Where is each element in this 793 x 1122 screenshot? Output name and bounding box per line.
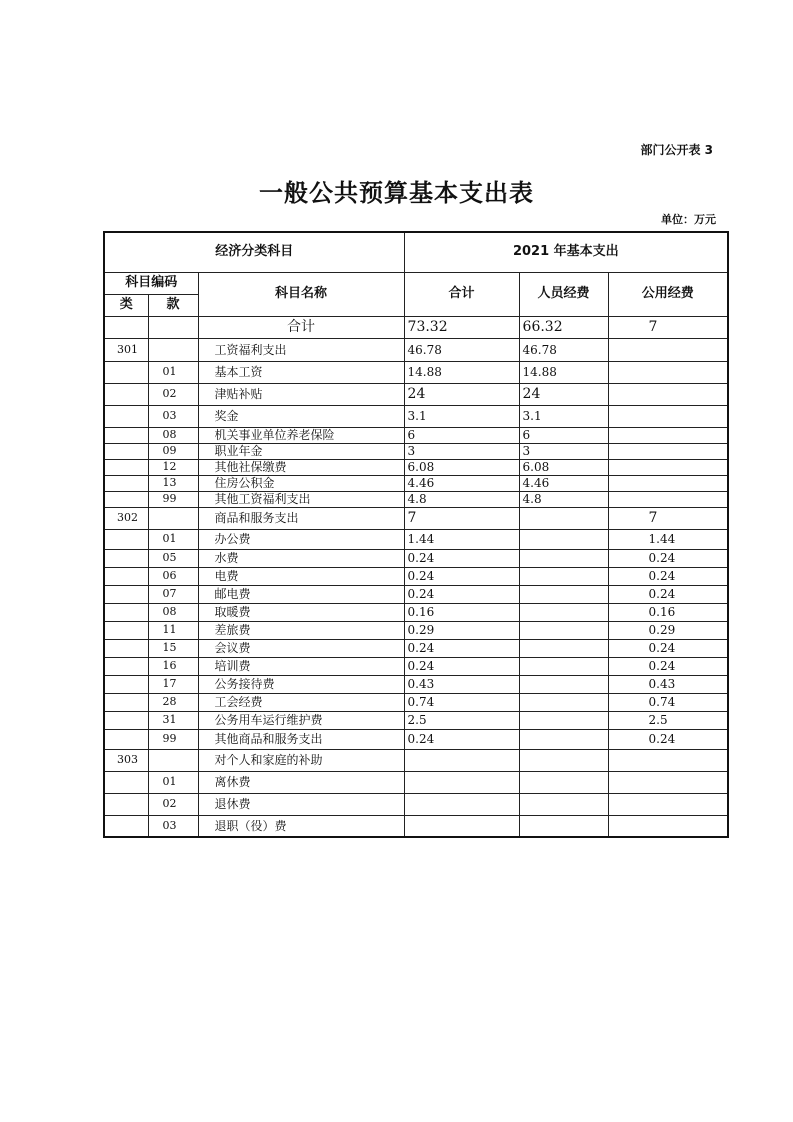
row-personnel: 4.46: [519, 475, 608, 491]
row-name: 取暖费: [198, 603, 404, 621]
row-item-code: 06: [148, 567, 198, 585]
row-personnel: [519, 793, 608, 815]
table-row: [104, 361, 728, 383]
row-name: 电费: [198, 567, 404, 585]
row-class-code: [104, 459, 148, 475]
row-personnel: 3.1: [519, 405, 608, 427]
row-total: 3.1: [404, 405, 519, 427]
header-class: 类: [104, 294, 148, 316]
row-public: [608, 338, 728, 361]
row-total: [404, 749, 519, 771]
total-total: 73.32: [404, 316, 519, 338]
row-item-code: 08: [148, 427, 198, 443]
total-item: [148, 316, 198, 338]
row-item-code: 28: [148, 693, 198, 711]
row-name: 商品和服务支出: [198, 507, 404, 529]
row-item-code: 01: [148, 529, 198, 549]
row-class-code: 302: [104, 507, 148, 529]
row-class-code: [104, 405, 148, 427]
row-item-code: [148, 507, 198, 529]
row-total: 7: [404, 507, 519, 529]
row-item-code: 15: [148, 639, 198, 657]
header-row-2: [104, 272, 728, 294]
row-item-code: 05: [148, 549, 198, 567]
row-name: 机关事业单位养老保险: [198, 427, 404, 443]
row-class-code: [104, 567, 148, 585]
row-class-code: [104, 585, 148, 603]
table-row: [104, 383, 728, 405]
row-public: 0.74: [608, 693, 728, 711]
row-name: 会议费: [198, 639, 404, 657]
row-total: 0.24: [404, 549, 519, 567]
table-row: [104, 675, 728, 693]
header-public: 公用经费: [608, 272, 728, 316]
row-name: 工资福利支出: [198, 338, 404, 361]
row-name: 津贴补贴: [198, 383, 404, 405]
row-public: [608, 749, 728, 771]
table-row: [104, 657, 728, 675]
row-item-code: 01: [148, 771, 198, 793]
row-name: 基本工资: [198, 361, 404, 383]
row-personnel: 6.08: [519, 459, 608, 475]
row-name: 职业年金: [198, 443, 404, 459]
row-total: 0.29: [404, 621, 519, 639]
total-row: [104, 316, 728, 338]
header-code-group: 科目编码: [104, 272, 198, 294]
table-row: [104, 405, 728, 427]
row-total: 0.24: [404, 657, 519, 675]
row-item-code: 99: [148, 491, 198, 507]
row-class-code: [104, 383, 148, 405]
row-name: 其他商品和服务支出: [198, 729, 404, 749]
row-total: 0.24: [404, 729, 519, 749]
row-personnel: [519, 621, 608, 639]
row-total: [404, 771, 519, 793]
row-public: [608, 443, 728, 459]
table-row: [104, 443, 728, 459]
row-item-code: [148, 749, 198, 771]
form-number: 部门公开表 3: [640, 143, 713, 157]
row-class-code: 301: [104, 338, 148, 361]
table-row: [104, 815, 728, 837]
row-total: 4.46: [404, 475, 519, 491]
row-item-code: 01: [148, 361, 198, 383]
row-class-code: [104, 621, 148, 639]
table-row: [104, 749, 728, 771]
row-public: [608, 771, 728, 793]
row-total: [404, 793, 519, 815]
row-name: 公务用车运行维护费: [198, 711, 404, 729]
row-item-code: 12: [148, 459, 198, 475]
row-name: 退休费: [198, 793, 404, 815]
table-row: [104, 793, 728, 815]
row-public: [608, 405, 728, 427]
table-row: [104, 567, 728, 585]
row-class-code: [104, 657, 148, 675]
table-row: [104, 771, 728, 793]
total-label: 合计: [198, 316, 404, 338]
row-total: 14.88: [404, 361, 519, 383]
row-name: 培训费: [198, 657, 404, 675]
row-name: 差旅费: [198, 621, 404, 639]
table-row: [104, 338, 728, 361]
row-total: 46.78: [404, 338, 519, 361]
row-item-code: 07: [148, 585, 198, 603]
row-item-code: 03: [148, 815, 198, 837]
row-name: 水费: [198, 549, 404, 567]
row-item-code: 03: [148, 405, 198, 427]
row-personnel: 6: [519, 427, 608, 443]
header-personnel: 人员经费: [519, 272, 608, 316]
table-row: [104, 729, 728, 749]
row-total: 0.24: [404, 639, 519, 657]
row-total: 0.24: [404, 585, 519, 603]
row-public: [608, 475, 728, 491]
row-personnel: [519, 529, 608, 549]
row-public: 2.5: [608, 711, 728, 729]
row-public: [608, 793, 728, 815]
header-econ-class: 经济分类科目: [104, 232, 404, 272]
row-item-code: 11: [148, 621, 198, 639]
table-row: [104, 459, 728, 475]
row-public: [608, 361, 728, 383]
row-total: 2.5: [404, 711, 519, 729]
row-name: 其他工资福利支出: [198, 491, 404, 507]
row-name: 离休费: [198, 771, 404, 793]
row-personnel: [519, 657, 608, 675]
total-personnel: 66.32: [519, 316, 608, 338]
row-class-code: [104, 549, 148, 567]
row-class-code: [104, 771, 148, 793]
row-public: [608, 815, 728, 837]
table-row: [104, 475, 728, 491]
row-name: 对个人和家庭的补助: [198, 749, 404, 771]
row-public: 0.24: [608, 657, 728, 675]
row-item-code: 08: [148, 603, 198, 621]
row-class-code: [104, 815, 148, 837]
row-personnel: [519, 693, 608, 711]
row-name: 退职（役）费: [198, 815, 404, 837]
row-total: 6.08: [404, 459, 519, 475]
row-public: 0.24: [608, 729, 728, 749]
row-name: 工会经费: [198, 693, 404, 711]
row-class-code: [104, 443, 148, 459]
row-personnel: [519, 675, 608, 693]
row-total: [404, 815, 519, 837]
row-public: 1.44: [608, 529, 728, 549]
row-personnel: 4.8: [519, 491, 608, 507]
row-item-code: 16: [148, 657, 198, 675]
header-item: 款: [148, 294, 198, 316]
table-row: [104, 585, 728, 603]
row-class-code: [104, 529, 148, 549]
row-personnel: 46.78: [519, 338, 608, 361]
table-row: [104, 529, 728, 549]
table-row: [104, 693, 728, 711]
row-item-code: 13: [148, 475, 198, 491]
unit-label: 单位：万元: [661, 213, 716, 226]
row-class-code: [104, 475, 148, 491]
row-class-code: [104, 693, 148, 711]
row-item-code: 17: [148, 675, 198, 693]
row-class-code: [104, 729, 148, 749]
row-total: 0.74: [404, 693, 519, 711]
row-personnel: 24: [519, 383, 608, 405]
row-name: 住房公积金: [198, 475, 404, 491]
row-public: [608, 383, 728, 405]
row-public: 0.24: [608, 585, 728, 603]
table-row: [104, 639, 728, 657]
row-item-code: 99: [148, 729, 198, 749]
row-name: 公务接待费: [198, 675, 404, 693]
row-item-code: 09: [148, 443, 198, 459]
row-personnel: [519, 549, 608, 567]
row-public: 0.29: [608, 621, 728, 639]
row-personnel: [519, 815, 608, 837]
row-item-code: 31: [148, 711, 198, 729]
row-public: 0.16: [608, 603, 728, 621]
row-item-code: [148, 338, 198, 361]
table-row: [104, 549, 728, 567]
row-total: 1.44: [404, 529, 519, 549]
row-personnel: 14.88: [519, 361, 608, 383]
row-personnel: [519, 603, 608, 621]
row-class-code: 303: [104, 749, 148, 771]
row-personnel: [519, 771, 608, 793]
table-row: [104, 507, 728, 529]
row-personnel: [519, 639, 608, 657]
table-row: [104, 603, 728, 621]
row-class-code: [104, 491, 148, 507]
table-row: [104, 427, 728, 443]
row-total: 6: [404, 427, 519, 443]
row-class-code: [104, 793, 148, 815]
row-public: 0.24: [608, 639, 728, 657]
row-class-code: [104, 639, 148, 657]
table-row: [104, 491, 728, 507]
row-public: [608, 459, 728, 475]
row-public: 0.24: [608, 549, 728, 567]
page-title: 一般公共预算基本支出表: [259, 179, 534, 207]
table-row: [104, 621, 728, 639]
row-total: 24: [404, 383, 519, 405]
row-name: 办公费: [198, 529, 404, 549]
row-public: 0.24: [608, 567, 728, 585]
row-name: 其他社保缴费: [198, 459, 404, 475]
row-item-code: 02: [148, 793, 198, 815]
row-class-code: [104, 427, 148, 443]
total-public: 7: [608, 316, 728, 338]
row-public: 7: [608, 507, 728, 529]
header-name: 科目名称: [198, 272, 404, 316]
row-name: 邮电费: [198, 585, 404, 603]
row-personnel: [519, 507, 608, 529]
header-year-basic: 2021 年基本支出: [404, 232, 728, 272]
row-total: 3: [404, 443, 519, 459]
row-public: 0.43: [608, 675, 728, 693]
header-total: 合计: [404, 272, 519, 316]
row-total: 0.16: [404, 603, 519, 621]
row-public: [608, 427, 728, 443]
row-name: 奖金: [198, 405, 404, 427]
row-class-code: [104, 711, 148, 729]
row-class-code: [104, 675, 148, 693]
row-total: 0.43: [404, 675, 519, 693]
budget-table: [103, 231, 729, 838]
row-public: [608, 491, 728, 507]
header-row-1: [104, 232, 728, 272]
row-personnel: [519, 749, 608, 771]
row-personnel: [519, 711, 608, 729]
row-personnel: [519, 729, 608, 749]
row-total: 0.24: [404, 567, 519, 585]
row-item-code: 02: [148, 383, 198, 405]
row-personnel: [519, 567, 608, 585]
row-class-code: [104, 603, 148, 621]
total-class: [104, 316, 148, 338]
row-total: 4.8: [404, 491, 519, 507]
table-row: [104, 711, 728, 729]
row-personnel: [519, 585, 608, 603]
row-personnel: 3: [519, 443, 608, 459]
row-class-code: [104, 361, 148, 383]
